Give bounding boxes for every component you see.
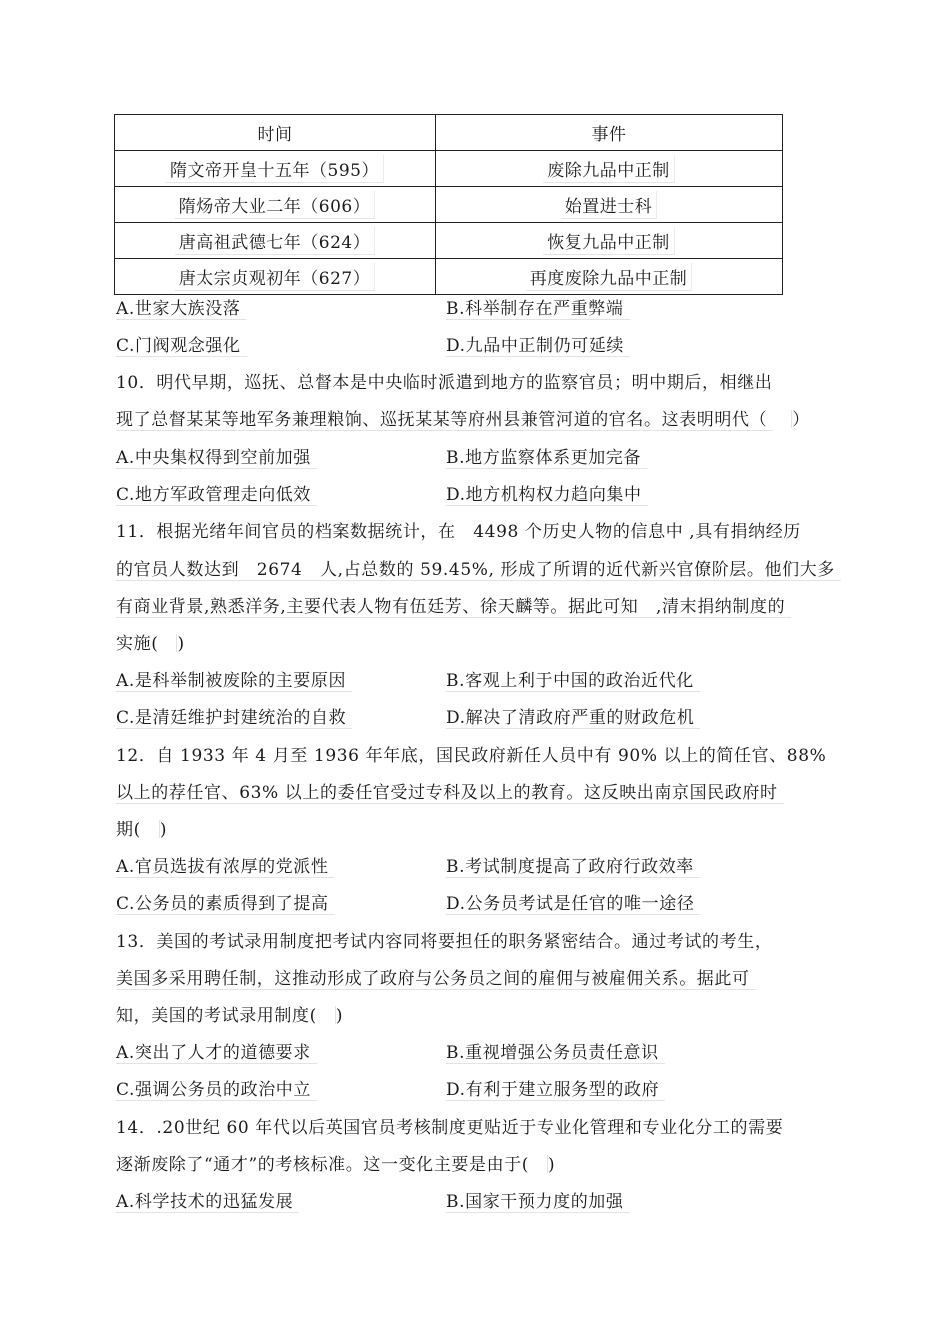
q13-option-d[interactable]: D.有利于建立服务型的政府 — [446, 1078, 665, 1102]
event-table — [114, 114, 783, 295]
q11-text-line-1: 11．根据光绪年间官员的档案数据统计，在 4498 个历史人物的信息中 ,具有捐纳经历 — [116, 522, 801, 542]
q12-option-b[interactable]: B.考试制度提高了政府行政效率 — [446, 855, 700, 879]
cell-time: 隋炀帝大业二年（606） — [115, 187, 436, 223]
cell-time: 唐太宗贞观初年（627） — [115, 259, 436, 295]
q13-text-line-3: 知，美国的考试录用制度( ) — [116, 1006, 344, 1026]
q11-text-line-4: 实施( ) — [116, 634, 185, 654]
answer-blank[interactable] — [529, 1155, 548, 1173]
q12-option-a[interactable]: A.官员选拔有浓厚的党派性 — [116, 855, 334, 879]
q11-option-b[interactable]: B.客观上利于中国的政治近代化 — [446, 669, 700, 693]
answer-blank[interactable] — [773, 410, 792, 428]
q10-option-d[interactable]: D.地方机构权力趋向集中 — [446, 483, 648, 507]
q14-option-a[interactable]: A.科学技术的迅猛发展 — [116, 1190, 299, 1214]
q12-text-line-2: 以上的荐任官、63% 以上的委任官受过专科及以上的教育。这反映出南京国民政府时 — [116, 781, 784, 805]
q10-text-line-1: 10．明代早期，巡抚、总督本是中央临时派遣到地方的监察官员；明中期后，相继出 — [116, 373, 773, 393]
cell-event: 始置进士科 — [436, 187, 783, 223]
table-header-row — [115, 115, 783, 151]
cell-event: 再度废除九品中正制 — [436, 259, 783, 295]
table-row — [115, 187, 783, 223]
q13-option-b[interactable]: B.重视增强公务员责任意识 — [446, 1041, 665, 1065]
q13-option-c[interactable]: C.强调公务员的政治中立 — [116, 1078, 317, 1102]
q10-text-line-2: 现了总督某某等地军务兼理粮饷、巡抚某某等府州县兼管河道的官名。这表明明代（ ） — [116, 410, 810, 430]
q13-text-line-1: 13．美国的考试录用制度把考试内容同将要担任的职务紧密结合。通过考试的考生， — [116, 932, 773, 952]
q11-option-c[interactable]: C.是清廷维护封建统治的自救 — [116, 706, 352, 730]
cell-time: 唐高祖武德七年（624） — [115, 223, 436, 259]
q12-option-d[interactable]: D.公务员考试是任官的唯一途径 — [446, 892, 700, 916]
q13-text-line-2: 美国多采用聘任制，这推动形成了政府与公务员之间的雇佣与被雇佣关系。据此可 — [116, 967, 756, 991]
header-time: 时间 — [115, 115, 436, 151]
q14-option-b[interactable]: B.国家干预力度的加强 — [446, 1190, 630, 1214]
table-row — [115, 151, 783, 187]
cell-event: 恢复九品中正制 — [436, 223, 783, 259]
q9-option-a[interactable]: A.世家大族没落 — [116, 297, 246, 321]
q9-option-b[interactable]: B.科举制存在严重弊端 — [446, 297, 630, 321]
table-row — [115, 259, 783, 295]
header-event: 事件 — [436, 115, 783, 151]
q14-text-line-1: 14．.20世纪 60 年代以后英国官员考核制度更贴近于专业化管理和专业化分工的需要 — [116, 1118, 784, 1138]
answer-blank[interactable] — [141, 820, 160, 838]
answer-blank[interactable] — [158, 634, 177, 652]
q11-option-a[interactable]: A.是科举制被废除的主要原因 — [116, 669, 352, 693]
q10-option-b[interactable]: B.地方监察体系更加完备 — [446, 446, 647, 470]
cell-event: 废除九品中正制 — [436, 151, 783, 187]
q12-text-line-3: 期( ) — [116, 820, 168, 840]
q12-option-c[interactable]: C.公务员的素质得到了提高 — [116, 892, 335, 916]
q12-text-line-1: 12．自 1933 年 4 月至 1936 年年底，国民政府新任人员中有 90% 以上的简任官、88% — [116, 746, 827, 766]
q13-option-a[interactable]: A.突出了人才的道德要求 — [116, 1041, 317, 1065]
q10-option-c[interactable]: C.地方军政管理走向低效 — [116, 483, 317, 507]
cell-time: 隋文帝开皇十五年（595） — [115, 151, 436, 187]
q9-option-d[interactable]: D.九品中正制仍可延续 — [446, 334, 630, 358]
answer-blank[interactable] — [317, 1006, 336, 1024]
q10-option-a[interactable]: A.中央集权得到空前加强 — [116, 446, 317, 470]
q9-option-c[interactable]: C.门阀观念强化 — [116, 334, 247, 358]
table-row — [115, 223, 783, 259]
q11-option-d[interactable]: D.解决了清政府严重的财政危机 — [446, 706, 700, 730]
q11-text-line-3: 有商业背景,熟悉洋务,主要代表人物有伍廷芳、徐天麟等。据此可知 ,清末捐纳制度的 — [116, 595, 791, 619]
q11-text-line-2: 的官员人数达到 2674 人,占总数的 59.45%, 形成了所谓的近代新兴官僚阶层。他们大多 — [116, 558, 841, 582]
q14-text-line-2: 逐渐废除了“通才”的考核标准。这一变化主要是由于( ) — [116, 1155, 556, 1175]
